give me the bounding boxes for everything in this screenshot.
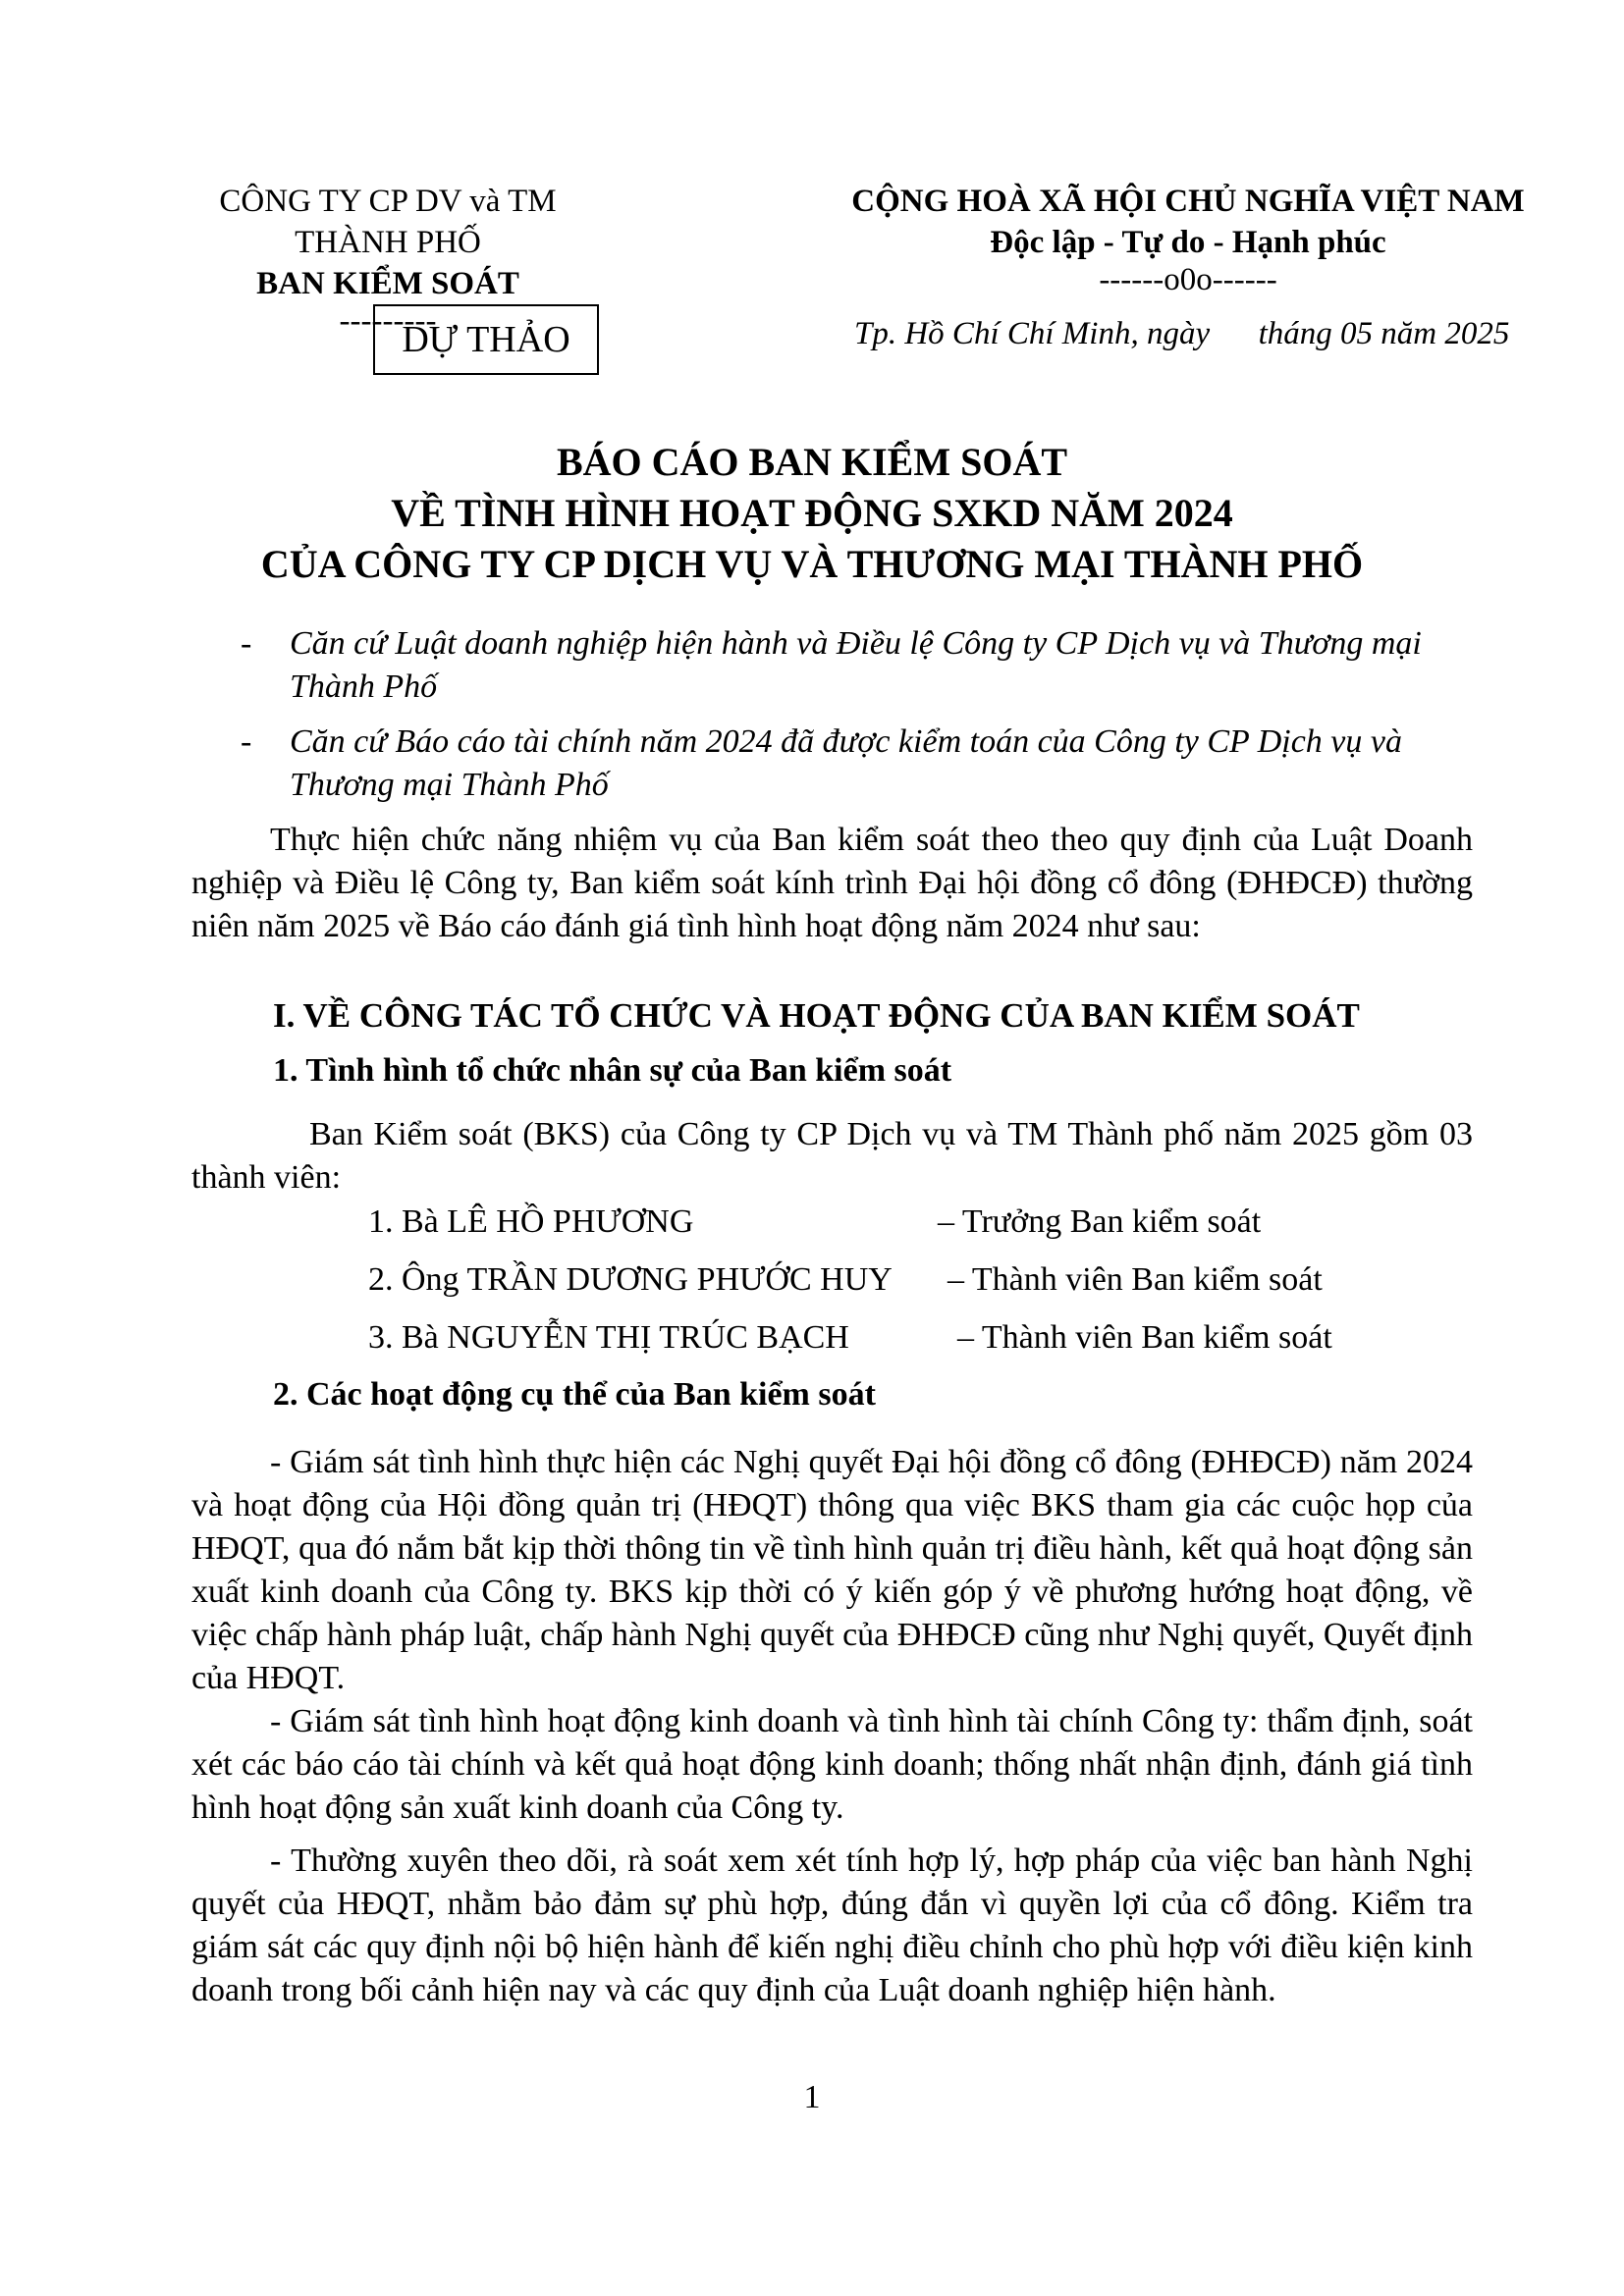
bullet-dash: -: [241, 723, 252, 760]
subsection-2-heading: 2. Các hoạt động cụ thể của Ban kiểm soát: [273, 1376, 876, 1413]
member-role: – Trưởng Ban kiểm soát: [938, 1203, 1262, 1240]
header-left-separator: ---------: [339, 303, 437, 339]
legal-basis-text: Căn cứ Báo cáo tài chính năm 2024 đã được kiểm toán của Công ty CP Dịch vụ và Thương mại Thành Phố: [290, 723, 1402, 803]
date-line: Tp. Hồ Chí Chí Minh, ngày tháng 05 năm 2025: [854, 316, 1510, 351]
member-role: – Thành viên Ban kiểm soát: [947, 1261, 1323, 1298]
company-name: CÔNG TY CP DV và TM THÀNH PHỐ: [219, 184, 557, 260]
department-name: BAN KIỂM SOÁT: [256, 266, 519, 301]
section-1-heading: I. VỀ CÔNG TÁC TỔ CHỨC VÀ HOẠT ĐỘNG CỦA BAN KIỂM SOÁT: [273, 996, 1360, 1035]
bullet-dash: -: [241, 625, 252, 662]
subsection-1-text: Ban Kiểm soát (BKS) của Công ty CP Dịch vụ và TM Thành phố năm 2025 gồm 03 thành viên:: [191, 1116, 1473, 1196]
member-role: – Thành viên Ban kiểm soát: [957, 1319, 1332, 1356]
header-right-block: [835, 181, 1542, 296]
member-name: 3. Bà NGUYỄN THỊ TRÚC BẠCH: [368, 1319, 849, 1356]
page-number: 1: [803, 2079, 821, 2115]
legal-basis-text: Căn cứ Luật doanh nghiệp hiện hành và Điều lệ Công ty CP Dịch vụ và Thương mại Thành Phố: [290, 625, 1422, 705]
member-name: 1. Bà LÊ HỒ PHƯƠNG: [368, 1203, 694, 1240]
legal-basis-item: [241, 622, 1478, 709]
member-name: 2. Ông TRẦN DƯƠNG PHƯỚC HUY: [368, 1261, 893, 1298]
activity-paragraph: - Thường xuyên theo dõi, rà soát xem xét tính hợp lý, hợp pháp của việc ban hành Nghị quyết của HĐQT, nhằm bảo đảm sự phù hợp, đúng đắn vì quyền lợi của cổ đông. Kiểm tra giám sát các quy định nội bộ hiện hành để kiến nghị điều chỉnh cho phù hợp với điều kiện kinh doanh trong bối cảnh hiện nay và các quy định của Luật doanh nghiệp hiện hành.: [191, 1842, 1473, 2008]
header-right-separator: ------o0o------: [1099, 262, 1277, 297]
legal-basis-item: [241, 721, 1478, 807]
activity-paragraph: - Giám sát tình hình hoạt động kinh doanh và tình hình tài chính Công ty: thẩm định, soát xét các báo cáo tài chính và kết quả hoạt động kinh doanh; thống nhất nhận định, đánh giá tình hình hoạt động sản xuất kinh doanh của Công ty.: [191, 1703, 1473, 1826]
national-motto: Độc lập - Tự do - Hạnh phúc: [990, 225, 1386, 260]
report-title-line-2: VỀ TÌNH HÌNH HOẠT ĐỘNG SXKD NĂM 2024: [391, 491, 1233, 535]
country-name: CỘNG HOÀ XÃ HỘI CHỦ NGHĨA VIỆT NAM: [851, 184, 1525, 219]
subsection-1-heading: 1. Tình hình tổ chức nhân sự của Ban kiểm soát: [273, 1052, 952, 1089]
report-title-line-1: BÁO CÁO BAN KIỂM SOÁT: [556, 440, 1068, 484]
activity-paragraph: - Giám sát tình hình thực hiện các Nghị quyết Đại hội đồng cổ đông (ĐHĐCĐ) năm 2024 và hoạt động của Hội đồng quản trị (HĐQT) thông qua việc BKS tham gia các cuộc họp của HĐQT, qua đó nắm bắt kịp thời thông tin về tình hình quản trị điều hành, kết quả hoạt động sản xuất kinh doanh của Công ty. BKS kịp thời có ý kiến góp ý về phương hướng hoạt động, về việc chấp hành pháp luật, chấp hành Nghị quyết của ĐHĐCĐ cũng như Nghị quyết, Quyết định của HĐQT.: [191, 1444, 1473, 1696]
draft-label-box: DỰ THẢO: [373, 304, 599, 375]
report-title-line-3: CỦA CÔNG TY CP DỊCH VỤ VÀ THƯƠNG MẠI THÀNH PHỐ: [260, 542, 1364, 586]
intro-paragraph: Thực hiện chức năng nhiệm vụ của Ban kiểm soát theo theo quy định của Luật Doanh nghiệp và Điều lệ Công ty, Ban kiểm soát kính trình Đại hội đồng cổ đông (ĐHĐCĐ) thường niên năm 2025 về Báo cáo đánh giá tình hình hoạt động năm 2024 như sau:: [191, 822, 1473, 944]
